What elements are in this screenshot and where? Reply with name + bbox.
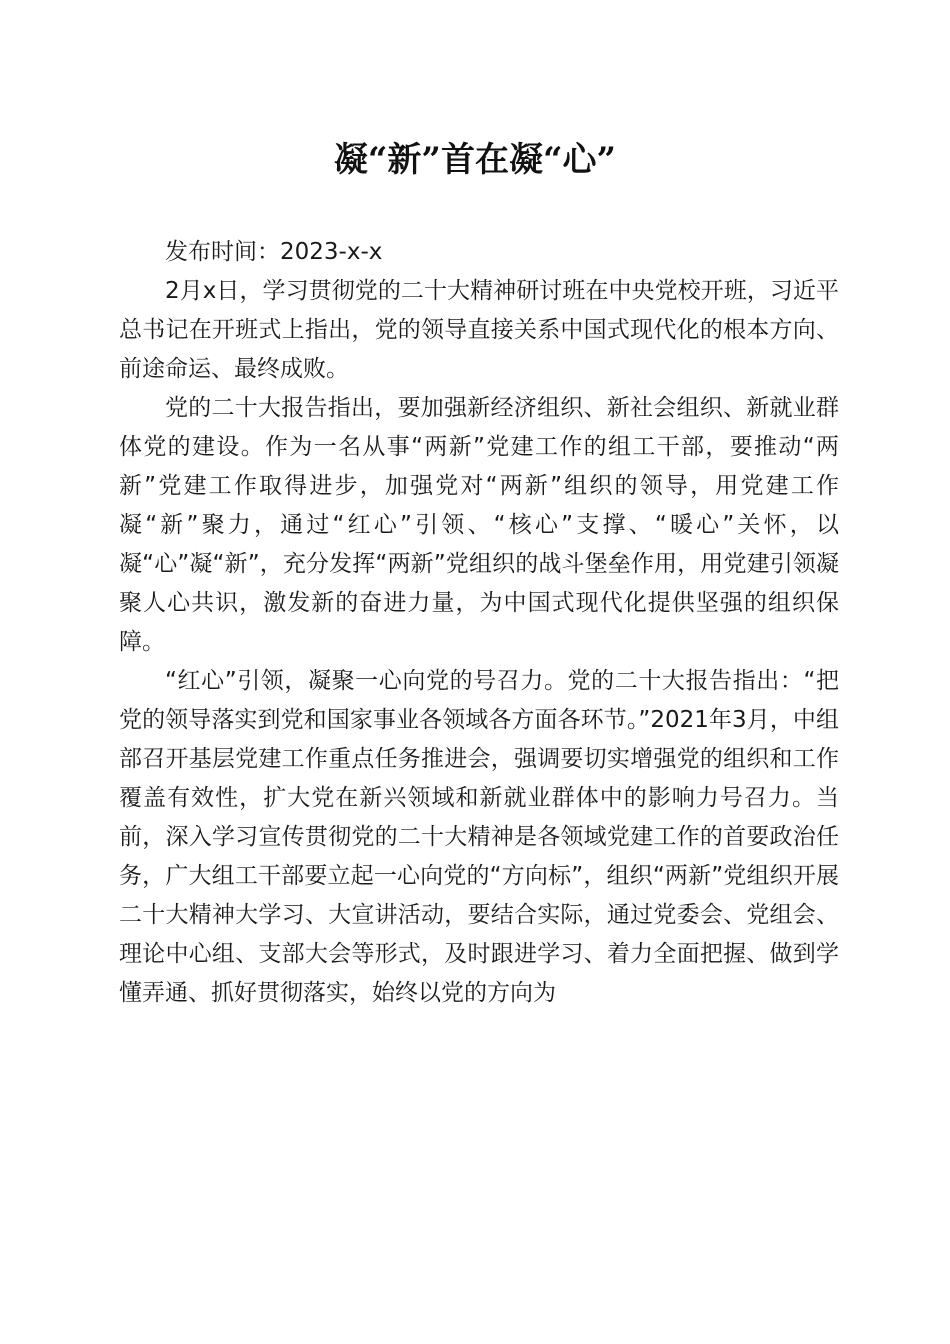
paragraph-1: 2月x日，学习贯彻党的二十大精神研讨班在中央党校开班，习近平总书记在开班式上指出，党的领导直接关系中国式现代化的根本方向、前途命运、最终成败。 (119, 278, 839, 382)
paragraph-3: “红心”引领，凝聚一心向党的号召力。党的二十大报告指出：“把党的领导落实到党和国家事业各领域各方面各环节。”2021年3月，中组部召开基层党建工作重点任务推进会，强调要切实增强党的组织和工作覆盖有效性，扩大党在新兴领域和新就业群体中的影响力号召力。当前，深入学习宣传贯彻党的二十大精神是各领域党建工作的首要政治任务，广大组工干部要立起一心向党的“方向标”，组织“两新”党组织开展二十大精神大学习、大宣讲活动，要结合实际，通过党委会、党组会、理论中心组、支部大会等形式，及时跟进学习、着力全面把握、做到学懂弄通、抓好贯彻落实，始终以党的方向为 (119, 668, 839, 1006)
document-body (119, 233, 839, 1013)
document-title: 凝“新”首在凝“心” (333, 140, 617, 180)
paragraph-2: 党的二十大报告指出，要加强新经济组织、新社会组织、新就业群体党的建设。作为一名从事“两新”党建工作的组工干部，要推动“两新”党建工作取得进步，加强党对“两新”组织的领导，用党建工作凝“新”聚力，通过“红心”引领、“核心”支撑、“暖心”关怀，以凝“心”凝“新”，充分发挥“两新”党组织的战斗堡垒作用，用党建引领凝聚人心共识，激发新的奋进力量，为中国式现代化提供坚强的组织保障。 (119, 395, 839, 655)
publish-date: 发布时间：2023-x-x (165, 239, 383, 265)
